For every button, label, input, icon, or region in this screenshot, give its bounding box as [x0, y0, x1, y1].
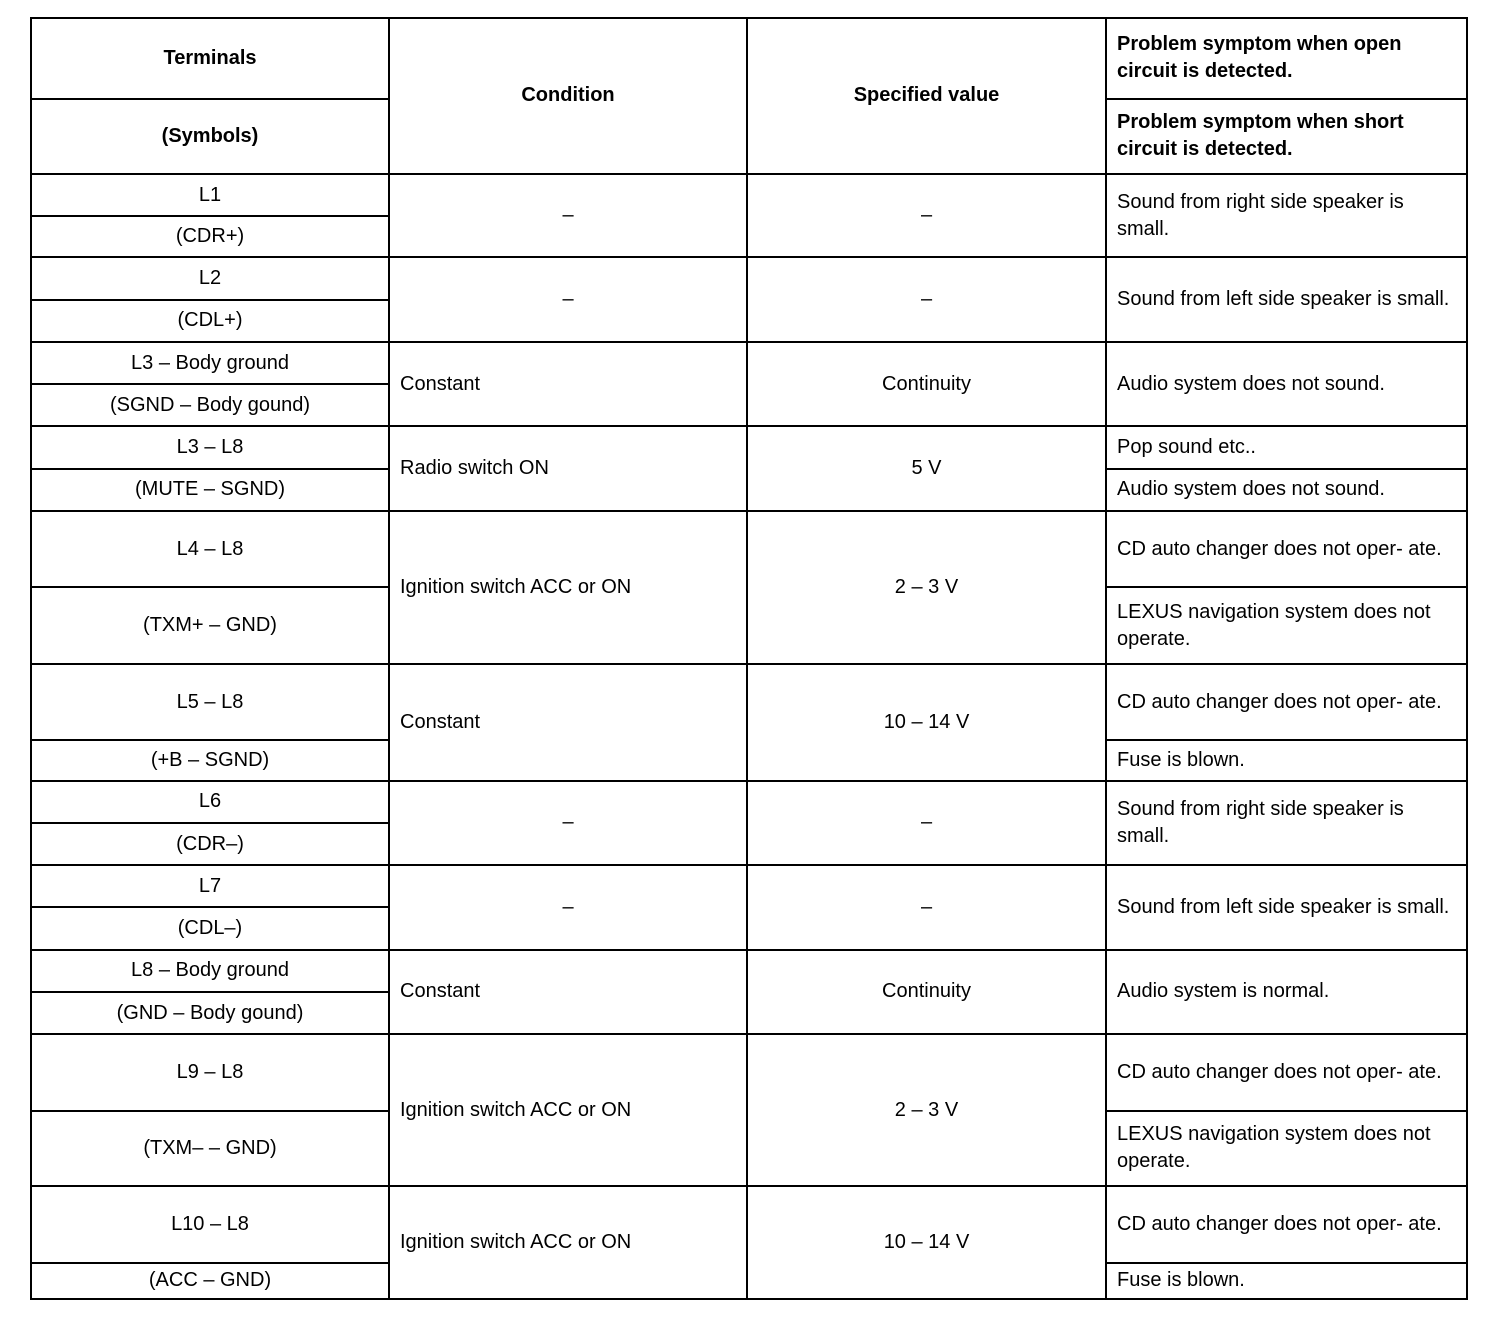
symbol-cell: (MUTE – SGND) — [31, 469, 389, 511]
terminal-cell: L2 — [31, 257, 389, 299]
symbol-cell: (+B – SGND) — [31, 740, 389, 780]
value-cell: 5 V — [747, 426, 1106, 511]
terminal-cell: L3 – Body ground — [31, 342, 389, 384]
value-cell: 2 – 3 V — [747, 1034, 1106, 1186]
header-terminals: Terminals — [31, 18, 389, 99]
condition-cell: – — [389, 781, 747, 866]
terminal-cell: L4 – L8 — [31, 511, 389, 587]
symptom-short-cell: LEXUS navigation system does not operate. — [1106, 1111, 1467, 1186]
symbol-cell: (ACC – GND) — [31, 1263, 389, 1299]
value-cell: – — [747, 865, 1106, 950]
condition-cell: Constant — [389, 664, 747, 781]
header-open-symptom: Problem symptom when open circuit is detected. — [1106, 18, 1467, 99]
symbol-cell: (TXM– – GND) — [31, 1111, 389, 1186]
symptom-short-cell: LEXUS navigation system does not operate. — [1106, 587, 1467, 663]
symbol-cell: (CDL+) — [31, 300, 389, 342]
symbol-cell: (CDR–) — [31, 823, 389, 865]
terminal-cell: L10 – L8 — [31, 1186, 389, 1262]
value-cell: Continuity — [747, 342, 1106, 427]
terminal-spec-table — [30, 17, 1468, 1300]
symbol-cell: (CDL–) — [31, 907, 389, 949]
value-cell: 10 – 14 V — [747, 1186, 1106, 1299]
header-symbols: (Symbols) — [31, 99, 389, 174]
condition-cell: Ignition switch ACC or ON — [389, 511, 747, 664]
symbol-cell: (CDR+) — [31, 216, 389, 257]
symbol-cell: (GND – Body gound) — [31, 992, 389, 1034]
terminal-cell: L1 — [31, 174, 389, 216]
condition-cell: Radio switch ON — [389, 426, 747, 511]
value-cell: 2 – 3 V — [747, 511, 1106, 664]
symptom-open-cell: CD auto changer does not oper- ate. — [1106, 511, 1467, 587]
symbol-cell: (SGND – Body gound) — [31, 384, 389, 426]
value-cell: – — [747, 257, 1106, 342]
header-specified-value: Specified value — [747, 18, 1106, 174]
symptom-short-cell: Fuse is blown. — [1106, 740, 1467, 780]
symptom-short-cell: Audio system does not sound. — [1106, 469, 1467, 511]
condition-cell: Constant — [389, 342, 747, 427]
condition-cell: – — [389, 174, 747, 258]
terminal-cell: L9 – L8 — [31, 1034, 389, 1110]
terminal-cell: L5 – L8 — [31, 664, 389, 740]
condition-cell: Ignition switch ACC or ON — [389, 1186, 747, 1299]
symptom-open-cell: CD auto changer does not oper- ate. — [1106, 664, 1467, 740]
symptom-cell: Sound from right side speaker is small. — [1106, 174, 1467, 258]
symptom-cell: Audio system is normal. — [1106, 950, 1467, 1035]
symbol-cell: (TXM+ – GND) — [31, 587, 389, 663]
terminal-cell: L7 — [31, 865, 389, 907]
terminal-cell: L6 — [31, 781, 389, 823]
symptom-short-cell: Fuse is blown. — [1106, 1263, 1467, 1299]
symptom-cell: Sound from left side speaker is small. — [1106, 257, 1467, 342]
terminal-cell: L3 – L8 — [31, 426, 389, 468]
condition-cell: – — [389, 865, 747, 950]
condition-cell: – — [389, 257, 747, 342]
value-cell: Continuity — [747, 950, 1106, 1035]
header-short-symptom: Problem symptom when short circuit is detected. — [1106, 99, 1467, 174]
header-condition: Condition — [389, 18, 747, 174]
value-cell: – — [747, 781, 1106, 866]
symptom-cell: Audio system does not sound. — [1106, 342, 1467, 427]
value-cell: 10 – 14 V — [747, 664, 1106, 781]
symptom-open-cell: Pop sound etc.. — [1106, 426, 1467, 468]
value-cell: – — [747, 174, 1106, 258]
symptom-cell: Sound from left side speaker is small. — [1106, 865, 1467, 950]
symptom-cell: Sound from right side speaker is small. — [1106, 781, 1467, 866]
condition-cell: Ignition switch ACC or ON — [389, 1034, 747, 1186]
terminal-cell: L8 – Body ground — [31, 950, 389, 992]
condition-cell: Constant — [389, 950, 747, 1035]
symptom-open-cell: CD auto changer does not oper- ate. — [1106, 1034, 1467, 1110]
symptom-open-cell: CD auto changer does not oper- ate. — [1106, 1186, 1467, 1262]
